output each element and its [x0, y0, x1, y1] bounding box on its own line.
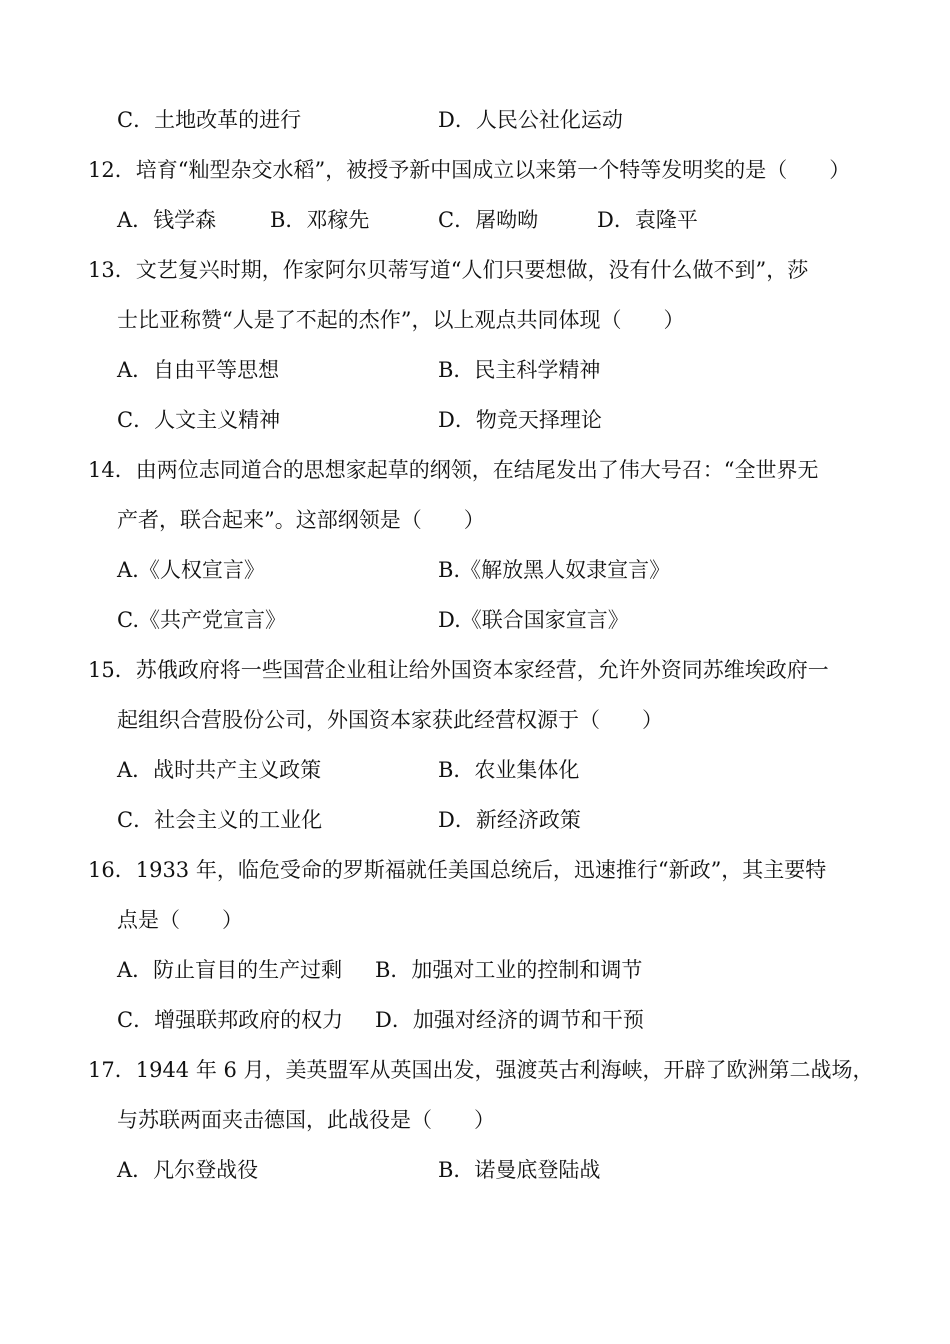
q14-option-a: A.《人权宣言》	[117, 558, 265, 582]
q13-question-line2: 士比亚称赞“人是了不起的杰作”，以上观点共同体现（ ）	[117, 308, 685, 332]
q16-question-line2: 点是（ ）	[117, 908, 243, 932]
q13-option-d: D．物竞天择理论	[438, 408, 602, 432]
q17-question-line1: 17．1944 年 6 月，美英盟军从英国出发，强渡英古利海峡，开辟了欧洲第二战场，	[88, 1058, 874, 1082]
q13-option-c: C．人文主义精神	[117, 408, 281, 432]
q12-option-a: A．钱学森	[117, 208, 217, 232]
q13-option-b: B．民主科学精神	[438, 358, 601, 382]
q16-option-d: D．加强对经济的调节和干预	[375, 1008, 644, 1032]
q16-option-b: B．加强对工业的控制和调节	[375, 958, 643, 982]
q13-question-line1: 13．文艺复兴时期，作家阿尔贝蒂写道“人们只要想做，没有什么做不到”，莎	[88, 258, 809, 282]
q14-option-b: B.《解放黑人奴隶宣言》	[438, 558, 671, 582]
q14-question-line2: 产者，联合起来”。这部纲领是（ ）	[117, 508, 485, 532]
q15-question-line1: 15．苏俄政府将一些国营企业租让给外国资本家经营，允许外资同苏维埃政府一	[88, 658, 829, 682]
q15-question-line2: 起组织合营股份公司，外国资本家获此经营权源于（ ）	[117, 708, 663, 732]
q16-question-line1: 16．1933 年，临危受命的罗斯福就任美国总统后，迅速推行“新政”，其主要特	[88, 858, 827, 882]
q15-option-b: B．农业集体化	[438, 758, 580, 782]
q12-option-c: C．屠呦呦	[438, 208, 539, 232]
q12-option-b: B．邓稼先	[270, 208, 370, 232]
q15-option-a: A．战时共产主义政策	[117, 758, 322, 782]
q13-option-a: A．自由平等思想	[117, 358, 280, 382]
q11-option-c: C．土地改革的进行	[117, 108, 302, 132]
q16-option-a: A．防止盲目的生产过剩	[117, 958, 343, 982]
q17-option-a: A．凡尔登战役	[117, 1158, 259, 1182]
q14-question-line1: 14．由两位志同道合的思想家起草的纲领，在结尾发出了伟大号召：“全世界无	[88, 458, 819, 482]
q14-option-d: D.《联合国家宣言》	[438, 608, 629, 632]
q15-option-d: D．新经济政策	[438, 808, 581, 832]
q12-option-d: D．袁隆平	[597, 208, 698, 232]
q14-option-c: C.《共产党宣言》	[117, 608, 286, 632]
q17-option-b: B．诺曼底登陆战	[438, 1158, 601, 1182]
q11-option-d: D．人民公社化运动	[438, 108, 623, 132]
q12-question: 12．培育“籼型杂交水稻”，被授予新中国成立以来第一个特等发明奖的是（ ）	[88, 158, 851, 182]
q16-option-c: C．增强联邦政府的权力	[117, 1008, 344, 1032]
q15-option-c: C．社会主义的工业化	[117, 808, 323, 832]
q17-question-line2: 与苏联两面夹击德国，此战役是（ ）	[117, 1108, 495, 1132]
